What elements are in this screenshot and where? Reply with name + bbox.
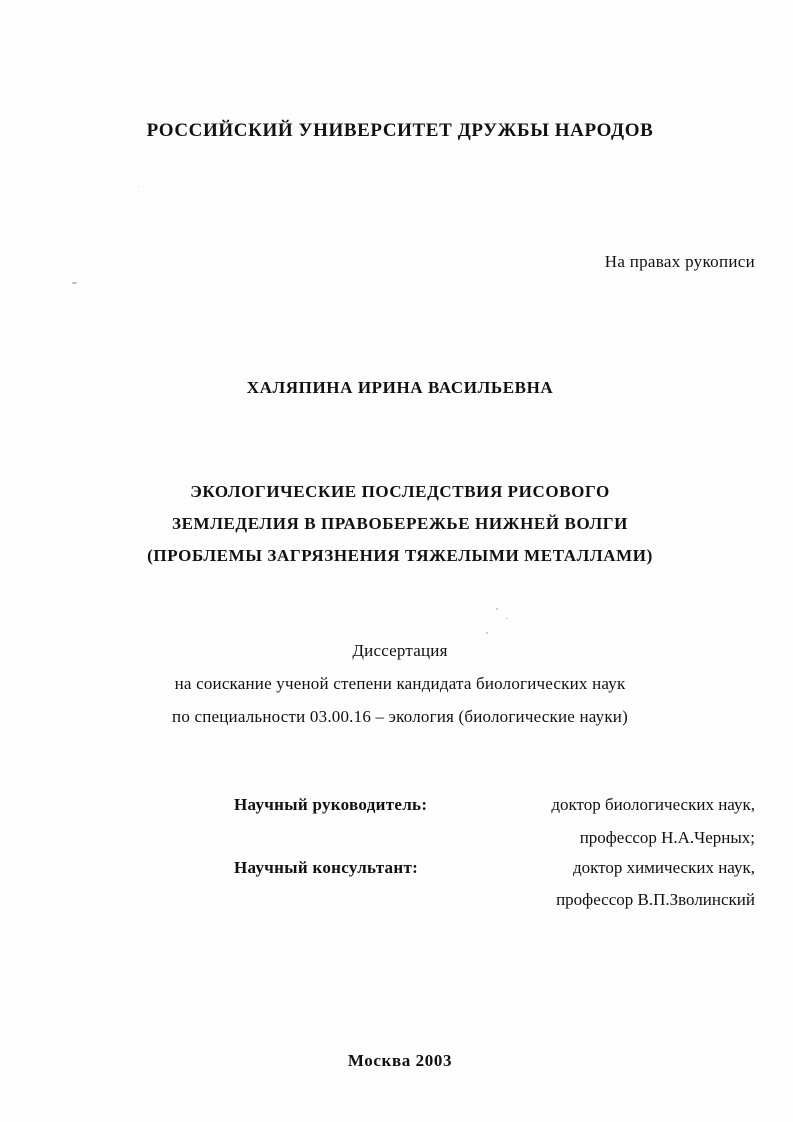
scan-speck — [72, 282, 77, 284]
consultant-name: профессор В.П.Зволинский — [556, 890, 755, 909]
advisor-degree: доктор биологических наук, — [551, 795, 755, 814]
dissertation-title — [0, 476, 793, 572]
author-name: ХАЛЯПИНА ИРИНА ВАСИЛЬЕВНА — [246, 378, 554, 397]
scan-speck — [486, 632, 488, 634]
scan-speck — [138, 186, 139, 187]
specialty-line: по специальности 03.00.16 – экология (биологические науки) — [172, 707, 628, 726]
scan-speck — [496, 608, 498, 610]
university-name: РОССИЙСКИЙ УНИВЕРСИТЕТ ДРУЖБЫ НАРОДОВ — [146, 120, 654, 141]
dissertation-description — [0, 634, 793, 733]
degree-line: на соискание ученой степени кандидата биологических наук — [174, 674, 626, 693]
title-line: ЗЕМЛЕДЕЛИЯ В ПРАВОБЕРЕЖЬЕ НИЖНЕЙ ВОЛГИ — [172, 514, 628, 533]
dissertation-label: Диссертация — [352, 641, 448, 660]
advisor-name: профессор Н.А.Черных; — [579, 828, 755, 847]
consultant-label: Научный консультант: — [234, 858, 419, 877]
title-line: ЭКОЛОГИЧЕСКИЕ ПОСЛЕДСТВИЯ РИСОВОГО — [190, 482, 610, 501]
title-line: (ПРОБЛЕМЫ ЗАГРЯЗНЕНИЯ ТЯЖЕЛЫМИ МЕТАЛЛАМИ) — [147, 546, 653, 565]
consultant-degree: доктор химических наук, — [572, 858, 755, 877]
scan-speck — [506, 618, 508, 619]
city-year: Москва 2003 — [347, 1051, 453, 1070]
advisor-label: Научный руководитель: — [234, 795, 428, 814]
manuscript-note: На правах рукописи — [604, 252, 755, 271]
